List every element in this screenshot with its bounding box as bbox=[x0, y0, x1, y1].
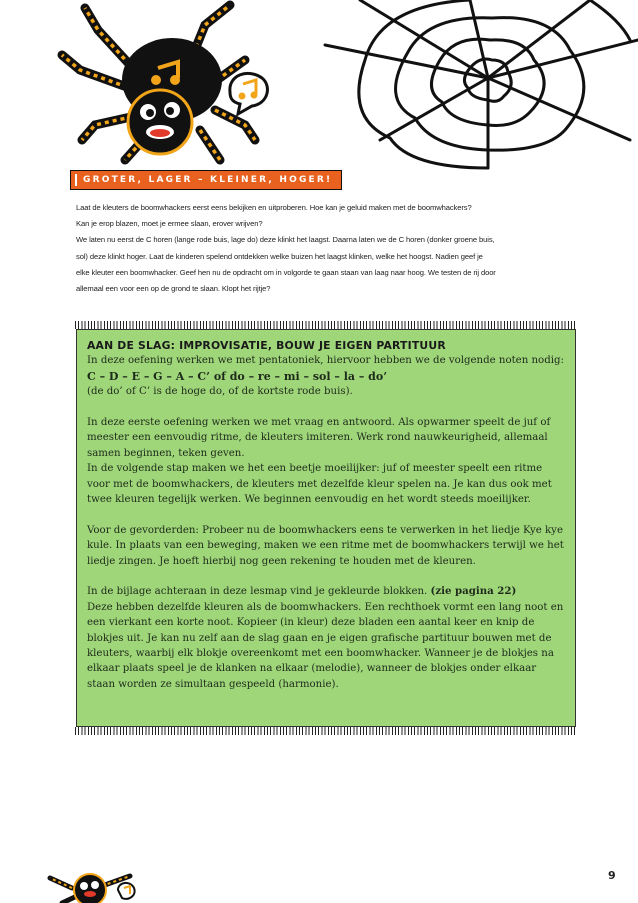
spider-web-illustration bbox=[320, 0, 638, 170]
section-title: GROTER, LAGER – KLEINER, HOGER! bbox=[83, 175, 333, 185]
intro-line: Laat de kleuters de boomwhackers eerst eens bekijken en uitproberen. Hoe kan je geluid maken met de boomwhackers? bbox=[76, 203, 472, 212]
exercise-paragraph: In de volgende stap maken we het een beetje moeilijker: juf of meester speelt een ritme voor met de boomwhackers, de kleuters met dezelfde kleur spelen na. Je kan dus ook met twee kleuren tegelijk werken. We beginnen eenvoudig en het wordt steeds moeilijker. bbox=[87, 463, 552, 506]
exercise-paragraph: Deze hebben dezelfde kleuren als de boomwhackers. Een rechthoek vormt een lang noot en een vierkant een korte noot. Kopieer (in kleur) deze bladen een aantal keer en knip de blokjes uit. Je kan nu zelf aan de slag gaan en je eigen grafische partituur bouwen met de kleuters, waarbij elk blokje overeenkomt met een boomwhacker. Wanneer je de blokjes na elkaar plaats speel je de klanken na elkaar (melodie), wanneer de blokjes onder elkaar staan worden ze simultaan gespeeld (harmonie). bbox=[87, 601, 564, 690]
exercise-content bbox=[87, 338, 567, 692]
notes-sequence: C – D – E – G – A – C’ of do – re – mi – sol – la – do’ bbox=[87, 369, 388, 383]
intro-line: elke kleuter een boomwhacker. Geef hen nu de opdracht om in volgorde te gaan staan van laag naar hoog. We testen de rij door bbox=[76, 267, 496, 277]
banner-mark bbox=[75, 174, 77, 186]
intro-line: allemaal een voor een op de grond te slaan. Klopt het rijtje? bbox=[76, 284, 271, 294]
exercise-paragraph: In deze eerste oefening werken we met vraag en antwoord. Als opwarmer speelt de juf of meester een eenvoudig ritme, de kleuters imiteren. Werk rond nauwkeurigheid, allemaal samen beginnen, teken geven. bbox=[87, 417, 551, 459]
intro-line: Kan je erop blazen, moet je ermee slaan, erover wrijven? bbox=[76, 219, 263, 229]
exercise-paragraph bbox=[87, 584, 567, 599]
exercise-panel bbox=[76, 329, 576, 727]
intro-line: sol) deze klinkt hoger. Laat de kinderen spelend ontdekken welke buizen het laagst klinken, welke het hoogst. Nadien geef je bbox=[76, 251, 483, 261]
exercise-box bbox=[75, 321, 577, 735]
spider-illustration bbox=[40, 0, 270, 175]
exercise-title: AAN DE SLAG: IMPROVISATIE, BOUW JE EIGEN PARTITUUR bbox=[87, 339, 446, 352]
page-reference: (zie pagina 22) bbox=[430, 585, 517, 598]
intro-line: We laten nu eerst de C horen (lange rode buis, lage do) deze klinkt het laagst. Daarna laten we de C horen (donker groene buis, bbox=[76, 235, 495, 245]
small-spider-illustration bbox=[42, 868, 142, 903]
ruler-border-top bbox=[75, 321, 577, 329]
exercise-paragraph: Voor de gevorderden: Probeer nu de boomwhackers eens te verwerken in het liedje Kye kye kule. In plaats van een beweging, maken we een ritme met de boomwhackers terwijl we het liedje zingen. Je hoeft hierbij nog geen rekening te houden met de kleuren. bbox=[87, 524, 564, 567]
section-banner bbox=[70, 170, 342, 190]
exercise-paragraph: (de do’ of C’ is de hoge do, of de kortste rode buis). bbox=[87, 386, 353, 398]
page-number: 9 bbox=[608, 869, 616, 882]
intro-text bbox=[76, 200, 576, 297]
exercise-paragraph: In deze oefening werken we met pentatoniek, hiervoor hebben we de volgende noten nodig: bbox=[87, 355, 564, 367]
exercise-text: In de bijlage achteraan in deze lesmap vind je gekleurde blokken. bbox=[87, 586, 431, 598]
ruler-border-bottom bbox=[75, 727, 577, 735]
